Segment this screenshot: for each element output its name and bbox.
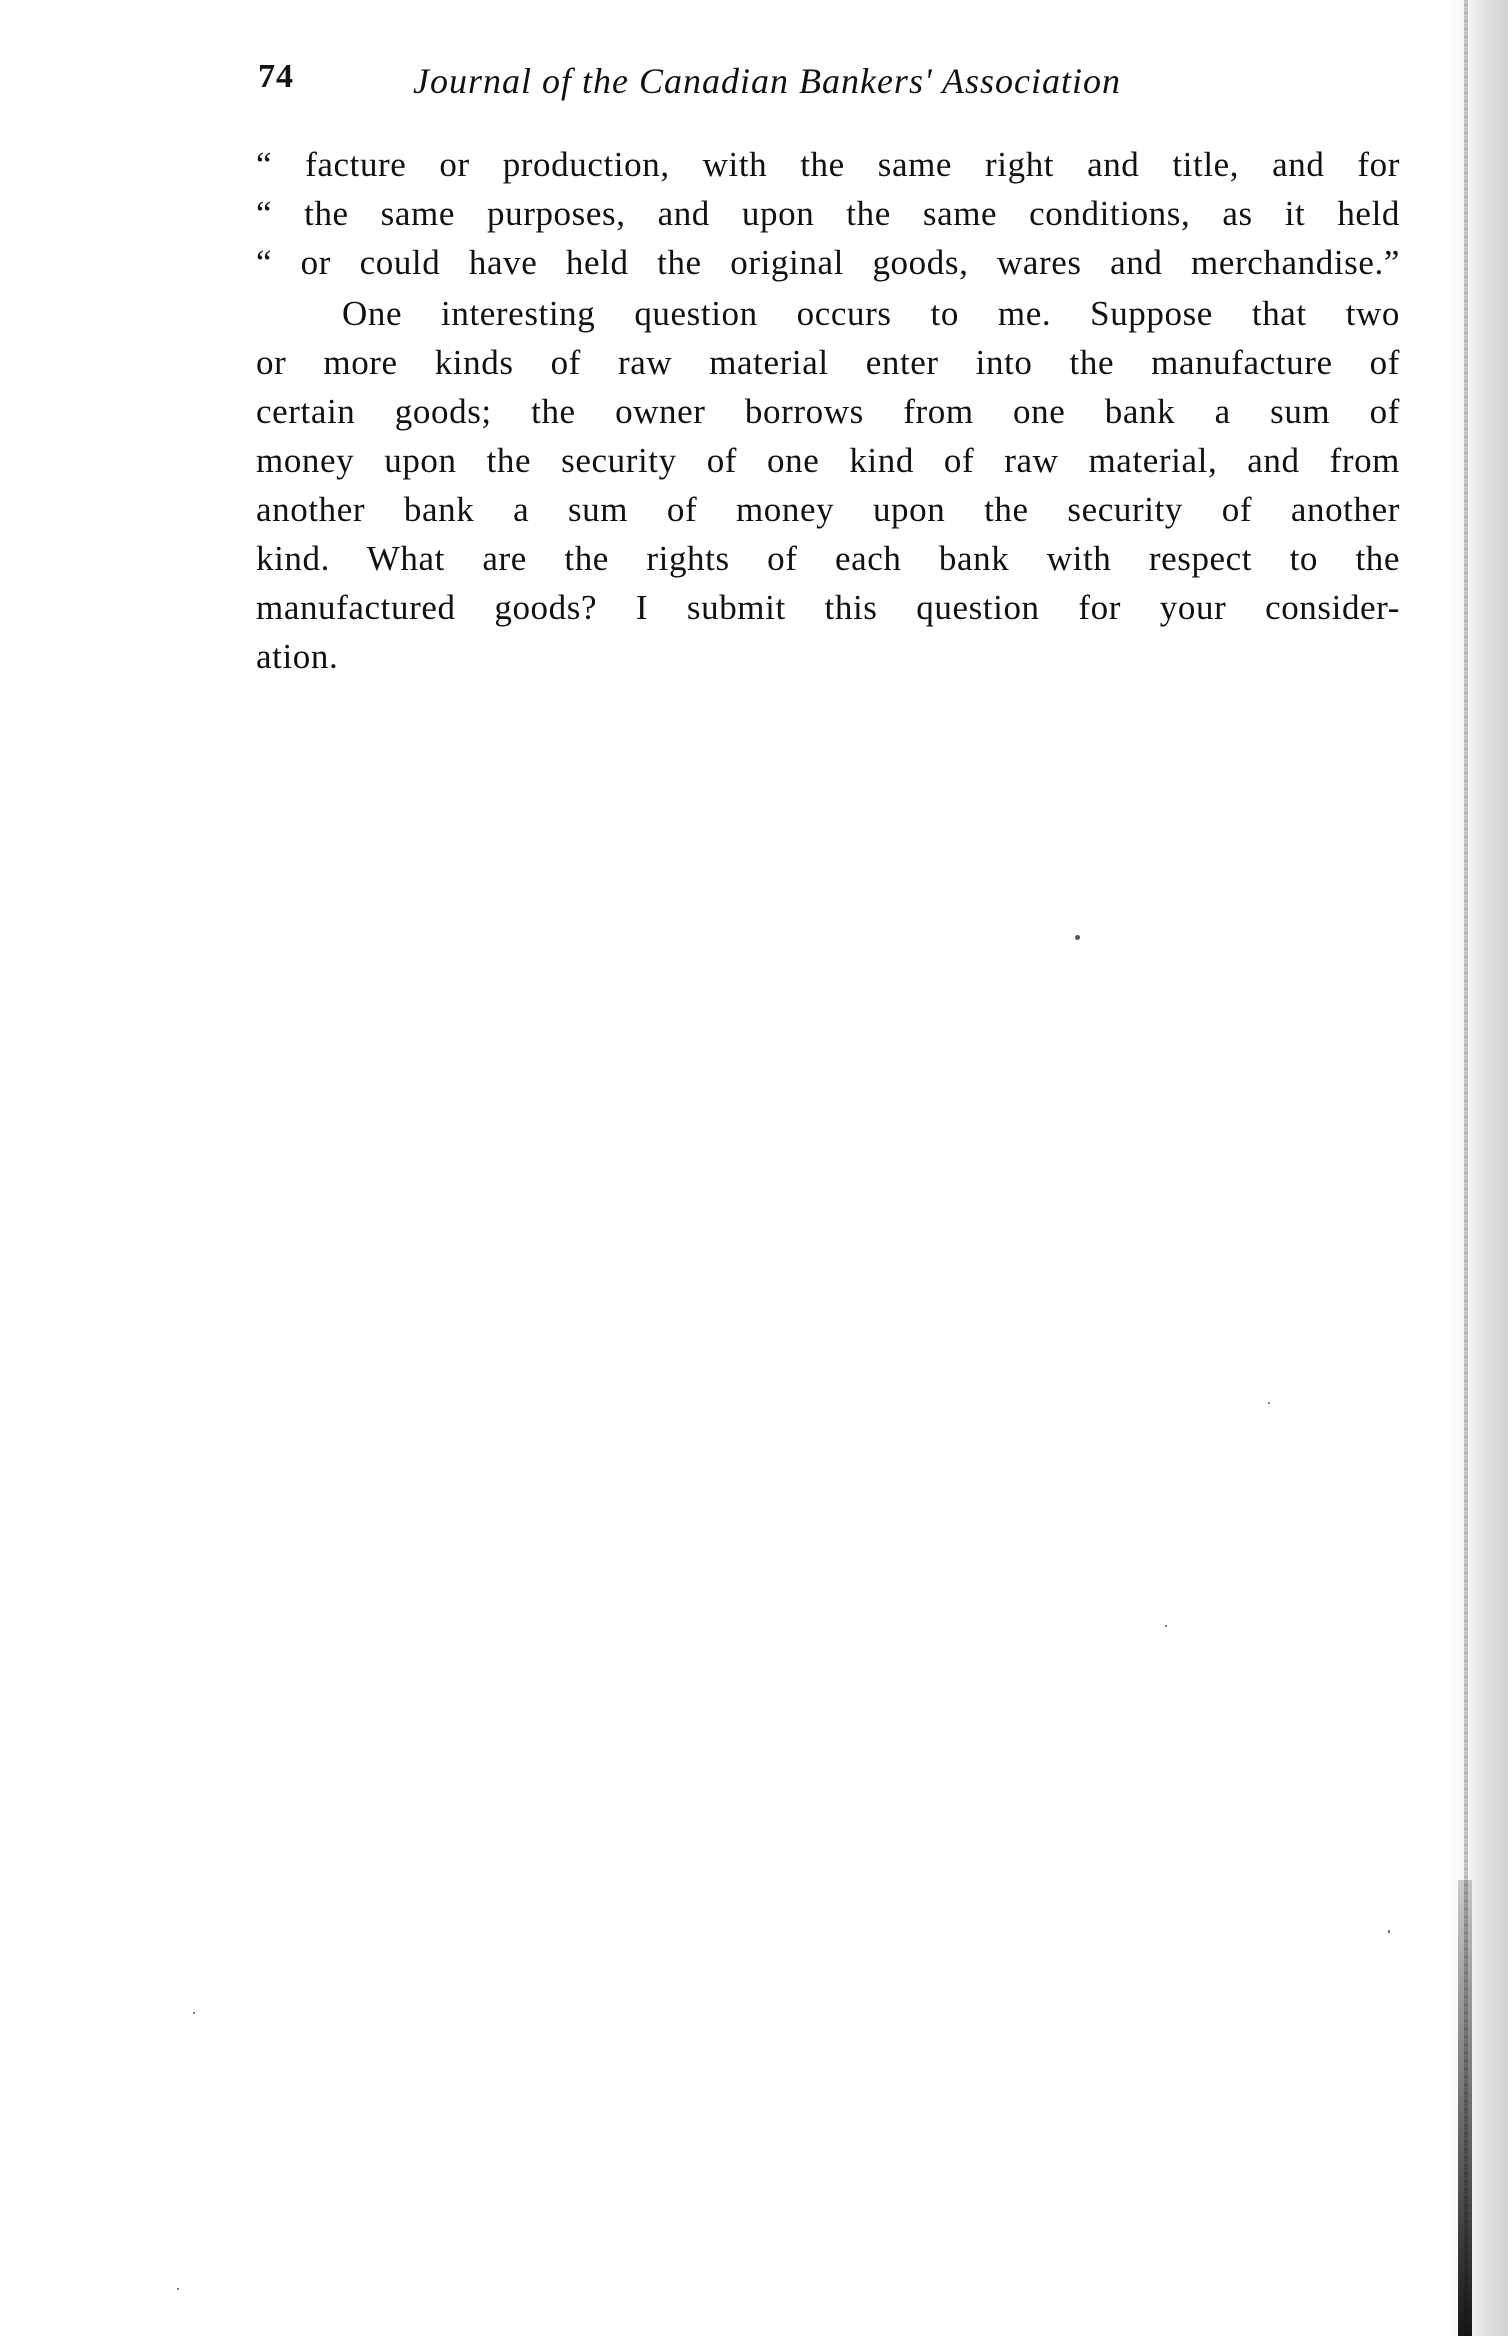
binding-shadow <box>1438 0 1508 2336</box>
page-number: 74 <box>258 58 294 95</box>
scan-speck <box>177 2288 179 2290</box>
scan-speck <box>1268 1402 1270 1404</box>
text-line: money upon the security of one kind of raw material, and from <box>256 441 1400 480</box>
body-text <box>256 140 1400 681</box>
text-line: manufactured goods? I submit this question for your consider- <box>256 588 1400 627</box>
paragraph-first-line: One interesting question occurs to me. Suppose that two <box>342 294 1400 333</box>
text-line-last: ation. <box>256 637 339 676</box>
scan-speck <box>1165 1625 1167 1627</box>
text-line: “ facture or production, with the same right and title, and for <box>256 145 1400 184</box>
scan-speck <box>1075 935 1080 940</box>
text-line: certain goods; the owner borrows from one bank a sum of <box>256 392 1400 431</box>
page-header <box>258 58 1258 118</box>
binding-dark-edge <box>1458 1880 1472 2336</box>
text-line: “ the same purposes, and upon the same conditions, as it held <box>256 194 1400 233</box>
text-line: kind. What are the rights of each bank with respect to the <box>256 539 1400 578</box>
scan-speck <box>1388 1930 1390 1933</box>
running-title: Journal of the Canadian Bankers' Association <box>413 61 1121 101</box>
scan-speck <box>193 2012 195 2014</box>
text-line: “ or could have held the original goods, wares and merchandise.” <box>256 243 1400 282</box>
text-line: another bank a sum of money upon the security of another <box>256 490 1400 529</box>
text-line: or more kinds of raw material enter into the manufacture of <box>256 343 1400 382</box>
